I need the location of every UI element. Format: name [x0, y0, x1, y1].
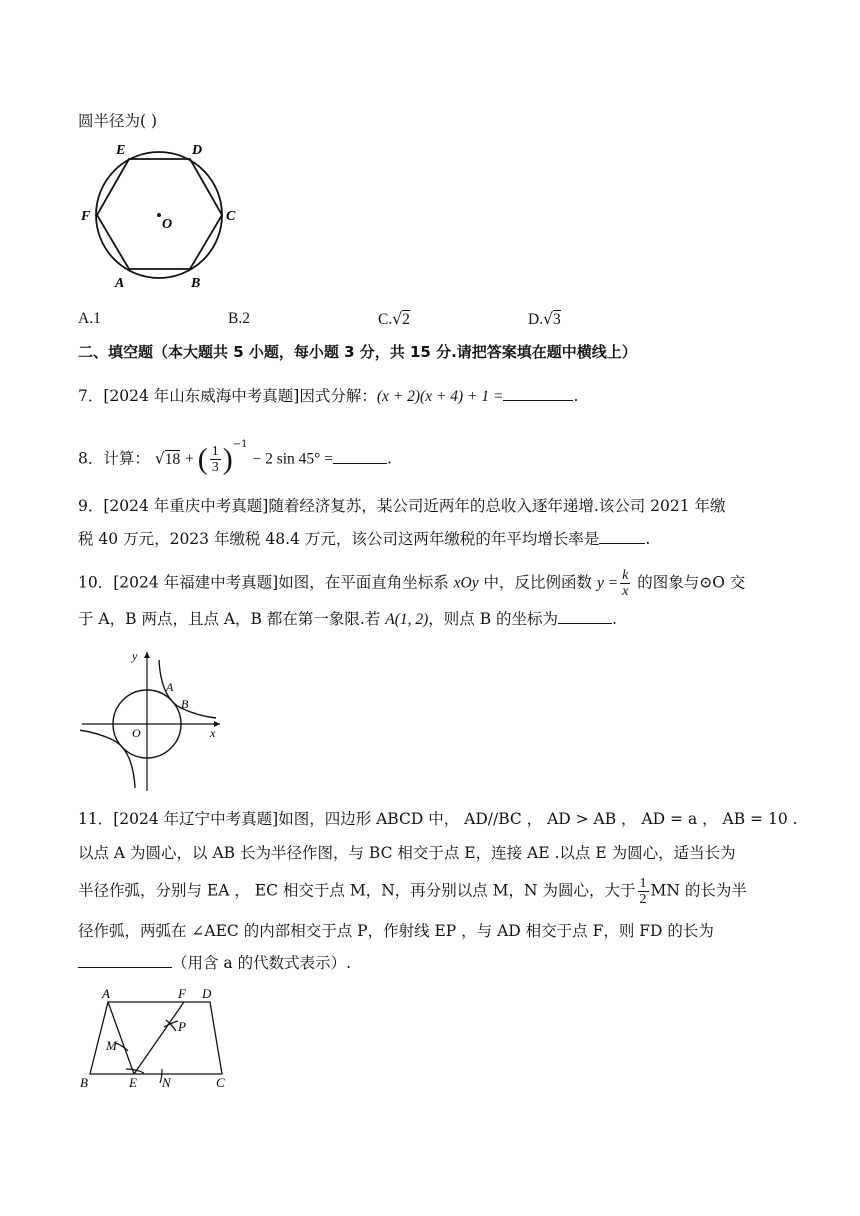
q8-rest: − 2 sin 45° =	[252, 450, 333, 468]
q11-answer-blank[interactable]	[78, 953, 172, 968]
q11-half	[638, 876, 649, 907]
trap-label-B: B	[80, 1075, 88, 1090]
graph-label-O: O	[132, 726, 141, 740]
trap-label-M: M	[106, 1038, 117, 1053]
option-c: C.√2	[378, 310, 410, 328]
q10-text-e: ，则点 B 的坐标为	[428, 610, 559, 628]
q10-fraction	[620, 568, 630, 599]
q8-end: .	[386, 449, 392, 468]
question-8: 8．计算： √18 + ( $\frac{1}{3}$ )$^{-1}$ − 2 sin 45° = .	[78, 439, 392, 476]
q10-xoy: xOy	[453, 574, 479, 592]
hyperbola-circle-graph	[80, 648, 230, 793]
graph-label-y: y	[132, 649, 138, 663]
q10-point: A(1, 2)	[385, 611, 429, 628]
question-11-line2: 以点 A 为圆心，以 AB 长为半径作图，与 BC 相交于点 E，连接 AE .以点 E 为圆心，适当长为	[78, 844, 736, 862]
trap-label-A: A	[102, 986, 110, 1001]
q10-y-eq: y =	[596, 574, 619, 592]
q8-answer-blank[interactable]	[333, 449, 387, 464]
q11-half-den: 2	[639, 892, 647, 907]
option-b: B.2	[228, 310, 250, 327]
trap-label-P: P	[178, 1019, 186, 1034]
q8-den: 3	[211, 460, 219, 475]
question-11-line1: 11．[2024 年辽宁中考真题]如图，四边形 ABCD 中， AD//BC ， AD > AB ， AD = a ， AB = 10 .	[78, 810, 798, 828]
label-D: D	[192, 143, 203, 158]
trap-label-E: E	[129, 1075, 137, 1090]
section2-title: 二、填空题（本大题共 5 小题，每小题 3 分，共 15 分.请把答案填在题中横线上）	[78, 343, 637, 361]
option-c-prefix: C.	[378, 311, 393, 328]
q11-text-a: 半径作弧，分别与 EA ， EC 相交于点 M，N，再分别以点 M，N 为圆心，大于	[78, 881, 636, 900]
q10-text-d: 于 A，B 两点，且点 A，B 都在第一象限.若	[78, 610, 386, 628]
q7-end: .	[573, 387, 579, 405]
q7-expr: (x + 2)(x + 4) + 1 =	[376, 388, 504, 405]
graph-label-B: B	[181, 697, 189, 711]
q11-text-b: MN 的长为半	[650, 881, 747, 900]
trap-label-C: C	[216, 1075, 225, 1090]
q7-answer-blank[interactable]	[503, 386, 573, 401]
q11-half-num: 1	[639, 876, 647, 891]
graph-label-x: x	[210, 726, 216, 740]
question-10-line2	[78, 608, 617, 631]
trapezoid-figure	[78, 985, 238, 1090]
q8-fraction	[210, 444, 221, 475]
hexagon-figure	[78, 138, 248, 293]
q10-text-c: 的图象与⊙O 交	[632, 573, 746, 592]
q8-text: 8．计算：	[78, 449, 150, 468]
q9-text: 税 40 万元，2023 年缴税 48.4 万元，该公司这两年缴税的年平均增长率是	[78, 530, 600, 548]
option-d-prefix: D.	[528, 311, 544, 328]
trap-label-N: N	[162, 1075, 171, 1090]
question-7	[78, 385, 578, 408]
label-E: E	[116, 143, 126, 158]
q10-text-b: 中，反比例函数	[478, 573, 597, 592]
label-B: B	[191, 276, 201, 291]
q7-text: 7．[2024 年山东威海中考真题]因式分解：	[78, 387, 377, 405]
q6-tail: 圆半径为( )	[78, 112, 158, 130]
graph-label-A: A	[166, 680, 174, 694]
question-10-line1	[78, 568, 745, 599]
q10-text-a: 10．[2024 年福建中考真题]如图，在平面直角坐标系	[78, 573, 454, 592]
q8-num: 1	[211, 444, 219, 459]
q9-answer-blank[interactable]	[599, 529, 645, 544]
label-O: O	[162, 217, 173, 232]
question-11-line4: 径作弧，两弧在 ∠AEC 的内部相交于点 P，作射线 EP ，与 AD 相交于点 F，则 FD 的长为	[78, 922, 714, 940]
q9-end: .	[645, 530, 651, 548]
q10-end: .	[612, 610, 617, 628]
label-F: F	[81, 209, 91, 224]
q8-exponent: −1	[232, 439, 248, 451]
question-9-line1: 9．[2024 年重庆中考真题]随着经济复苏，某公司近两年的总收入逐年递增.该公司 2021 年缴	[78, 497, 726, 515]
label-C: C	[226, 209, 236, 224]
option-d: D.√3	[528, 310, 561, 328]
question-11-line5	[78, 952, 351, 974]
option-a: A.1	[78, 310, 101, 327]
question-9-line2	[78, 528, 650, 550]
q8-radicand: 18	[164, 450, 181, 468]
q10-x: x	[622, 584, 629, 599]
q11-text-c: （用含 a 的代数式表示）.	[172, 954, 352, 972]
q10-k: k	[622, 568, 629, 583]
option-c-radicand: 2	[402, 311, 410, 328]
option-d-radicand: 3	[552, 311, 561, 328]
question-11-line3	[78, 876, 747, 907]
trap-label-F: F	[178, 986, 186, 1001]
trap-label-D: D	[202, 986, 212, 1001]
q10-answer-blank[interactable]	[558, 609, 612, 624]
label-A: A	[115, 276, 125, 291]
